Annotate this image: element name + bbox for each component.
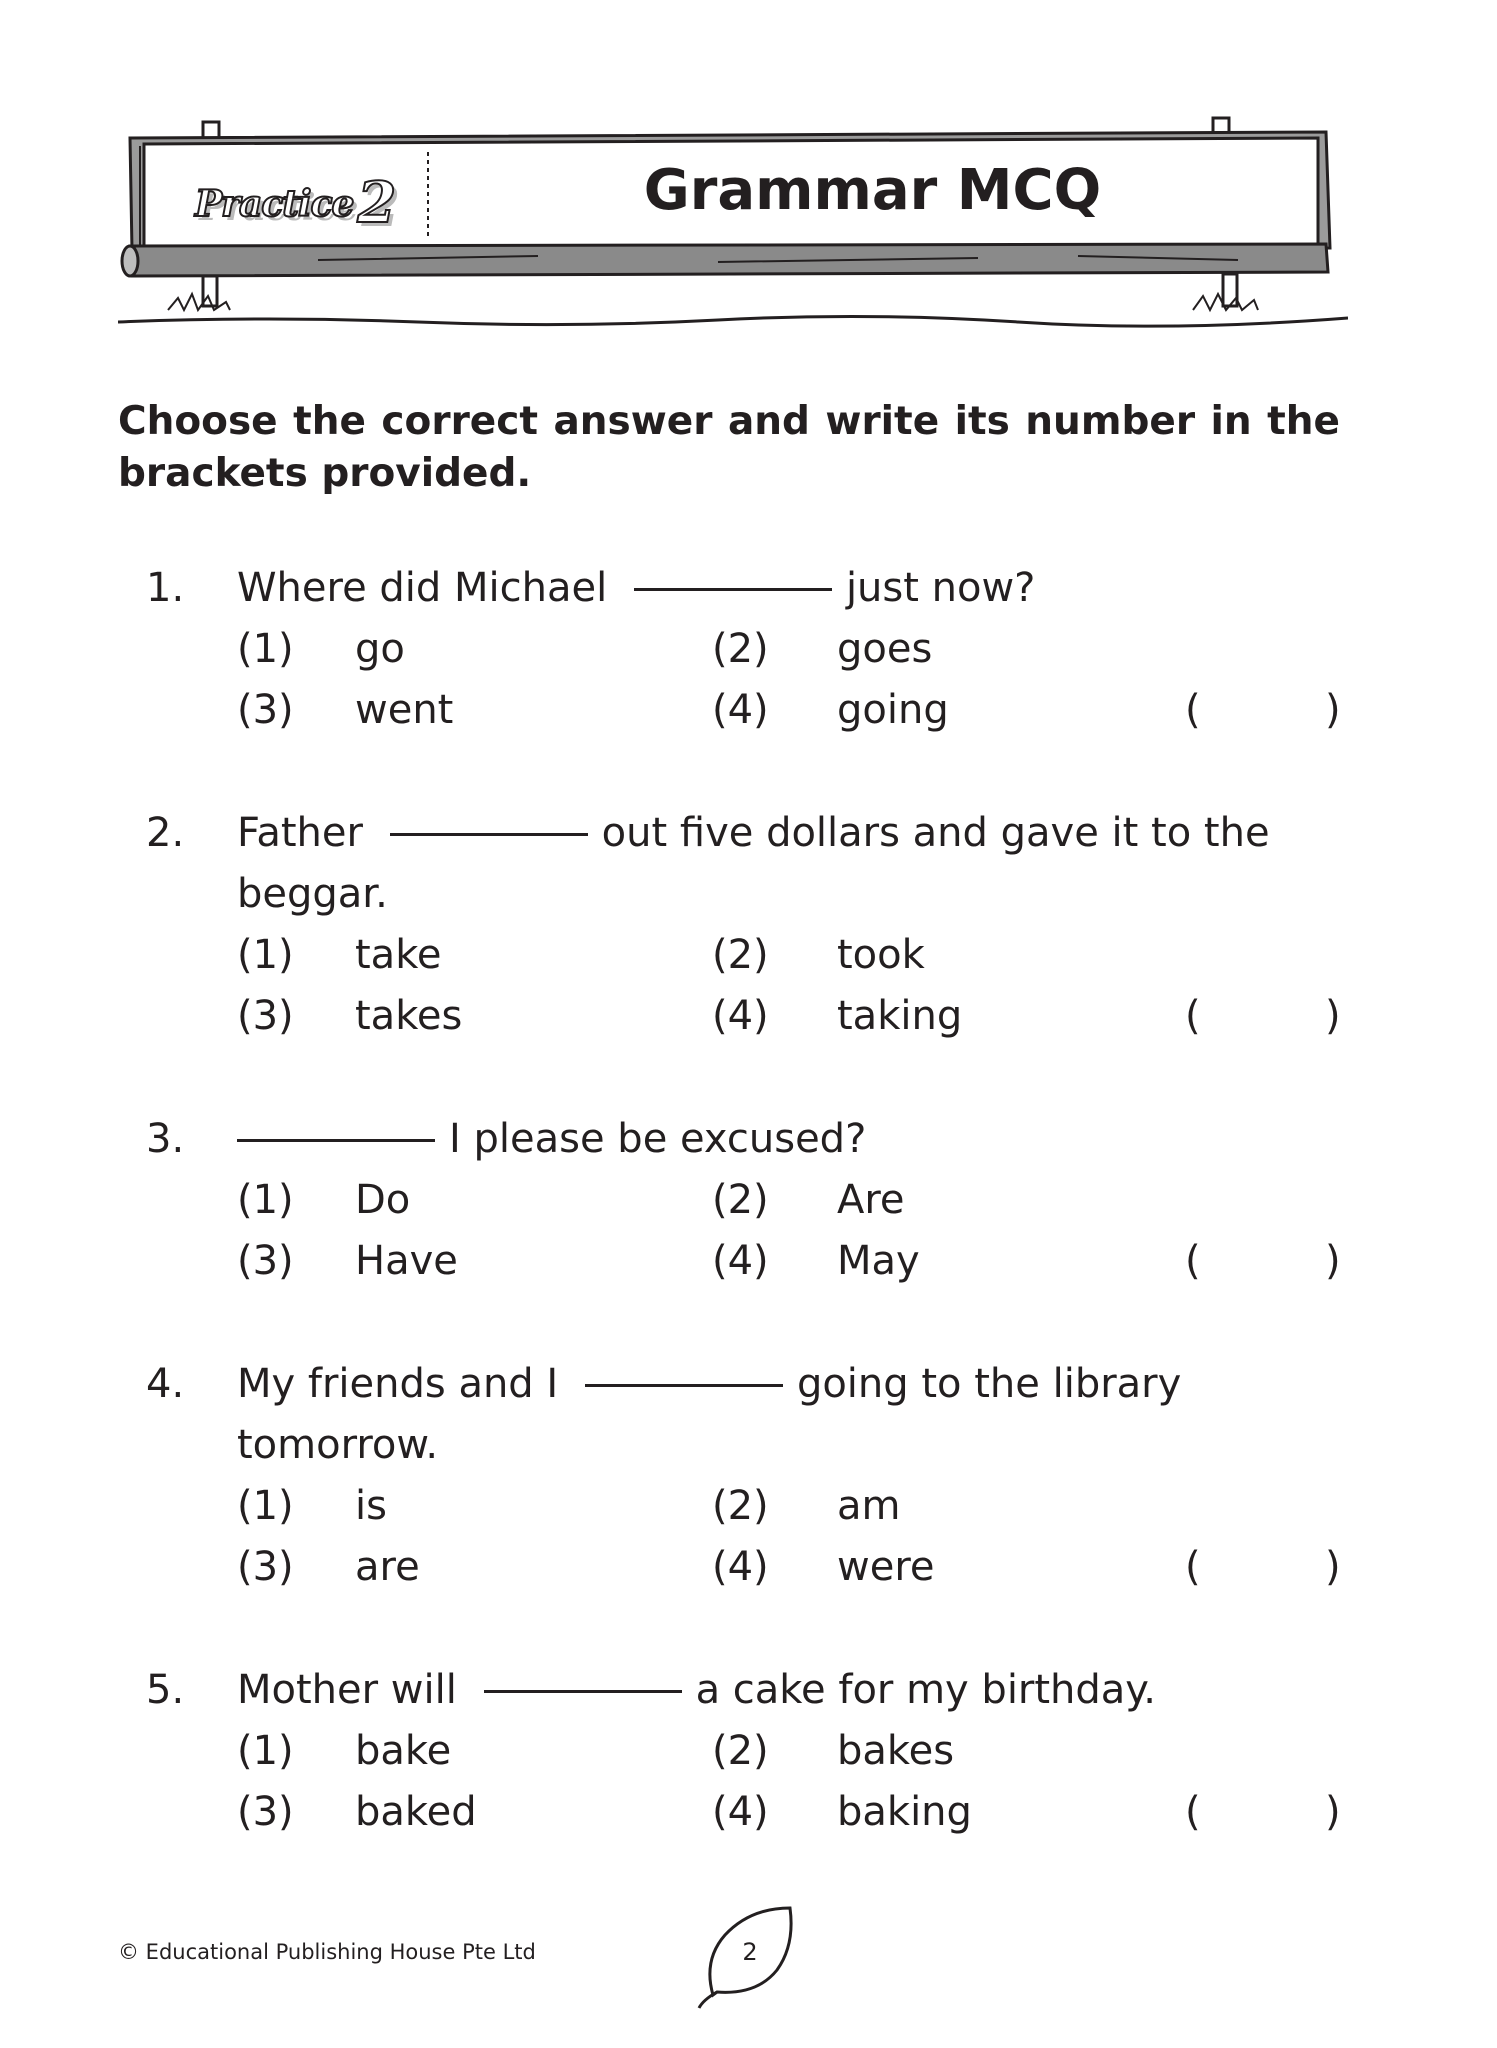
option-number: (2) — [712, 1728, 769, 1774]
question-number: 4. — [146, 1361, 185, 1407]
option-number: (3) — [237, 1789, 294, 1835]
option-text: taking — [837, 993, 963, 1039]
page-number: 2 — [742, 1938, 758, 1966]
practice-number: 2 — [357, 170, 396, 236]
option-number: (1) — [237, 1728, 294, 1774]
practice-label: Practice2 — [195, 170, 396, 236]
option-text: take — [355, 932, 442, 978]
option-number: (3) — [237, 1238, 294, 1284]
answer-bracket-open[interactable]: ( — [1185, 1789, 1201, 1835]
question-number: 3. — [146, 1116, 185, 1162]
option-number: (4) — [712, 993, 769, 1039]
option-number: (4) — [712, 1544, 769, 1590]
option-text: baking — [837, 1789, 972, 1835]
question-stem: My friends and I going to the library tomorrow. — [237, 1361, 1182, 1468]
option-number: (4) — [712, 1238, 769, 1284]
option-number: (2) — [712, 1483, 769, 1529]
option-text: takes — [355, 993, 463, 1039]
option-text: go — [355, 626, 405, 672]
option-number: (1) — [237, 626, 294, 672]
option-number: (3) — [237, 1544, 294, 1590]
option-number: (1) — [237, 1483, 294, 1529]
option-text: May — [837, 1238, 920, 1284]
answer-bracket-close: ) — [1325, 993, 1341, 1039]
option-number: (2) — [712, 932, 769, 978]
instructions: Choose the correct answer and write its number in the brackets provided. — [118, 399, 1340, 496]
option-text: Are — [837, 1177, 905, 1223]
answer-bracket-close: ) — [1325, 1238, 1341, 1284]
option-number: (1) — [237, 1177, 294, 1223]
question-stem: Where did Michael just now? — [237, 565, 1036, 611]
option-number: (4) — [712, 1789, 769, 1835]
option-number: (2) — [712, 626, 769, 672]
question-stem: Mother will a cake for my birthday. — [237, 1667, 1156, 1713]
option-number: (3) — [237, 993, 294, 1039]
question-number: 1. — [146, 565, 185, 611]
question-number: 5. — [146, 1667, 185, 1713]
question-stem: Father out five dollars and gave it to the beggar. — [237, 810, 1270, 917]
answer-bracket-close: ) — [1325, 1544, 1341, 1590]
option-text: are — [355, 1544, 420, 1590]
answer-bracket-open[interactable]: ( — [1185, 1238, 1201, 1284]
option-number: (4) — [712, 687, 769, 733]
option-number: (3) — [237, 687, 294, 733]
option-text: went — [355, 687, 454, 733]
answer-blank — [585, 1384, 783, 1387]
option-text: bake — [355, 1728, 452, 1774]
answer-blank — [484, 1690, 682, 1693]
option-number: (1) — [237, 932, 294, 978]
option-text: going — [837, 687, 949, 733]
answer-bracket-close: ) — [1325, 687, 1341, 733]
option-text: Have — [355, 1238, 458, 1284]
option-number: (2) — [712, 1177, 769, 1223]
answer-bracket-open[interactable]: ( — [1185, 687, 1201, 733]
answer-bracket-open[interactable]: ( — [1185, 993, 1201, 1039]
option-text: baked — [355, 1789, 477, 1835]
option-text: goes — [837, 626, 933, 672]
option-text: is — [355, 1483, 387, 1529]
page-title: Grammar MCQ — [643, 158, 1102, 223]
option-text: Do — [355, 1177, 411, 1223]
option-text: were — [837, 1544, 935, 1590]
copyright-notice: © Educational Publishing House Pte Ltd — [118, 1940, 536, 1964]
answer-bracket-close: ) — [1325, 1789, 1341, 1835]
answer-blank — [237, 1139, 435, 1142]
answer-bracket-open[interactable]: ( — [1185, 1544, 1201, 1590]
option-text: am — [837, 1483, 901, 1529]
question-number: 2. — [146, 810, 185, 856]
option-text: bakes — [837, 1728, 955, 1774]
option-text: took — [837, 932, 925, 978]
question-stem: I please be excused? — [237, 1109, 1341, 1170]
answer-blank — [634, 588, 832, 591]
answer-blank — [390, 833, 588, 836]
